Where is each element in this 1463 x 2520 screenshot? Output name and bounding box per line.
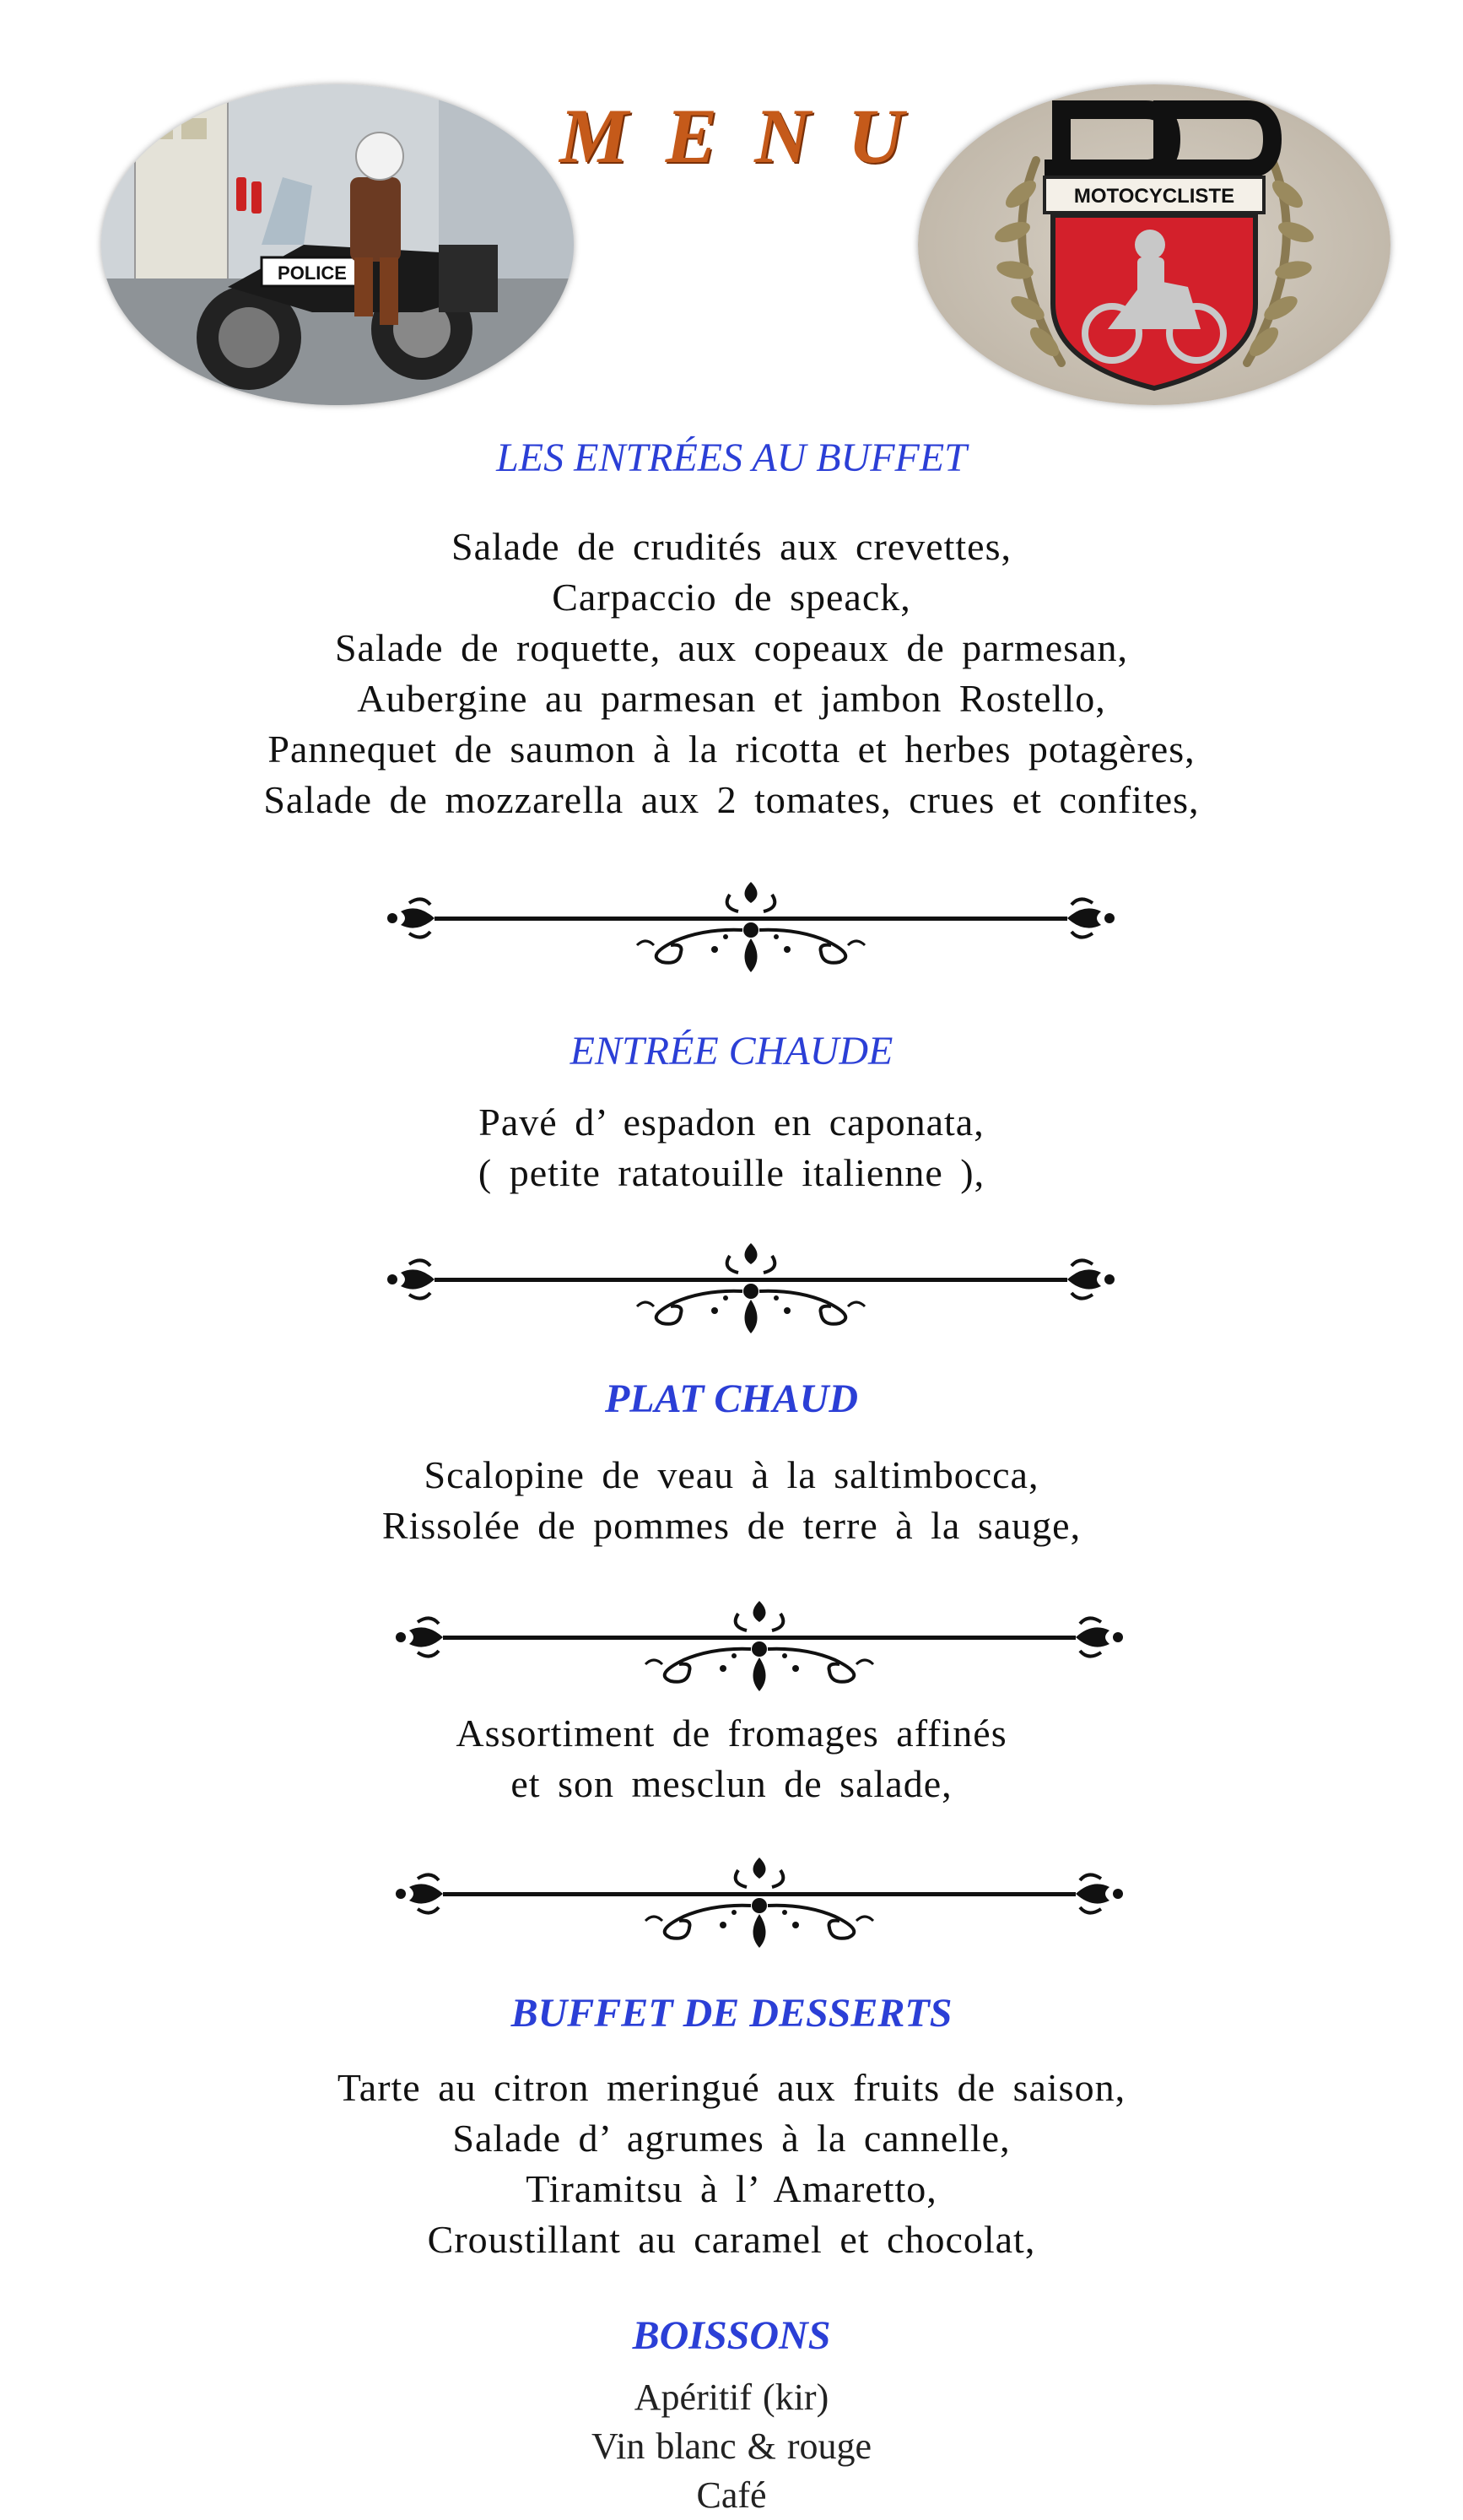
ornamental-divider (384, 1239, 1118, 1340)
list-item: Café (696, 2474, 767, 2516)
list-item: Scalopine de veau à la saltimbocca, (424, 1453, 1039, 1496)
section-title-entrees-buffet: LES ENTRÉES AU BUFFET (496, 435, 967, 480)
ornamental-divider (384, 878, 1118, 979)
motocycliste-label: MOTOCYCLISTE (1073, 185, 1235, 208)
section-title-buffet-desserts: BUFFET DE DESSERTS (510, 1991, 953, 2036)
list-item: et son mesclun de salade, (510, 1762, 953, 1805)
list-item: Rissolée de pommes de terre à la sauge, (381, 1504, 1082, 1547)
list-item: Pannequet de saumon à la ricotta et herbes potagères, (267, 727, 1196, 771)
ornamental-divider (392, 1853, 1126, 1955)
fromages-list (0, 1708, 1463, 1809)
list-item: ( petite ratatouille italienne ), (478, 1151, 985, 1194)
police-motorcycle-photo (101, 84, 574, 405)
list-item: Salade de crudités aux crevettes, (451, 525, 1012, 568)
list-item: Vin blanc & rouge (591, 2425, 872, 2467)
list-item: Salade de roquette, aux copeaux de parmesan, (334, 626, 1129, 669)
list-item: Tiramitsu à l’ Amaretto, (526, 2167, 937, 2210)
boissons-list (0, 2373, 1463, 2520)
list-item: Carpaccio de speack, (552, 576, 911, 619)
list-item: Tarte au citron meringué aux fruits de saison, (337, 2066, 1126, 2109)
section-title-boissons: BOISSONS (632, 2313, 831, 2358)
police-label: POLICE (278, 262, 347, 284)
list-item: Salade d’ agrumes à la cannelle, (452, 2117, 1011, 2160)
list-item: Assortiment de fromages affinés (456, 1712, 1007, 1755)
ornamental-divider (392, 1597, 1126, 1698)
list-item: Apéritif (kir) (634, 2377, 829, 2418)
section-title-entree-chaude: ENTRÉE CHAUDE (570, 1029, 893, 1073)
entrees-buffet-list (0, 522, 1463, 825)
desserts-list (0, 2063, 1463, 2265)
list-item: Salade de mozzarella aux 2 tomates, crues et confites, (263, 778, 1200, 821)
plat-chaud-list (0, 1450, 1463, 1551)
list-item: Pavé d’ espadon en caponata, (478, 1100, 985, 1144)
motocycliste-crest-photo (918, 84, 1390, 405)
list-item: Croustillant au caramel et chocolat, (427, 2218, 1036, 2261)
menu-title: MENU (559, 93, 942, 179)
entree-chaude-list (0, 1097, 1463, 1198)
list-item: Aubergine au parmesan et jambon Rostello, (357, 677, 1106, 720)
section-title-plat-chaud: PLAT CHAUD (604, 1376, 859, 1421)
